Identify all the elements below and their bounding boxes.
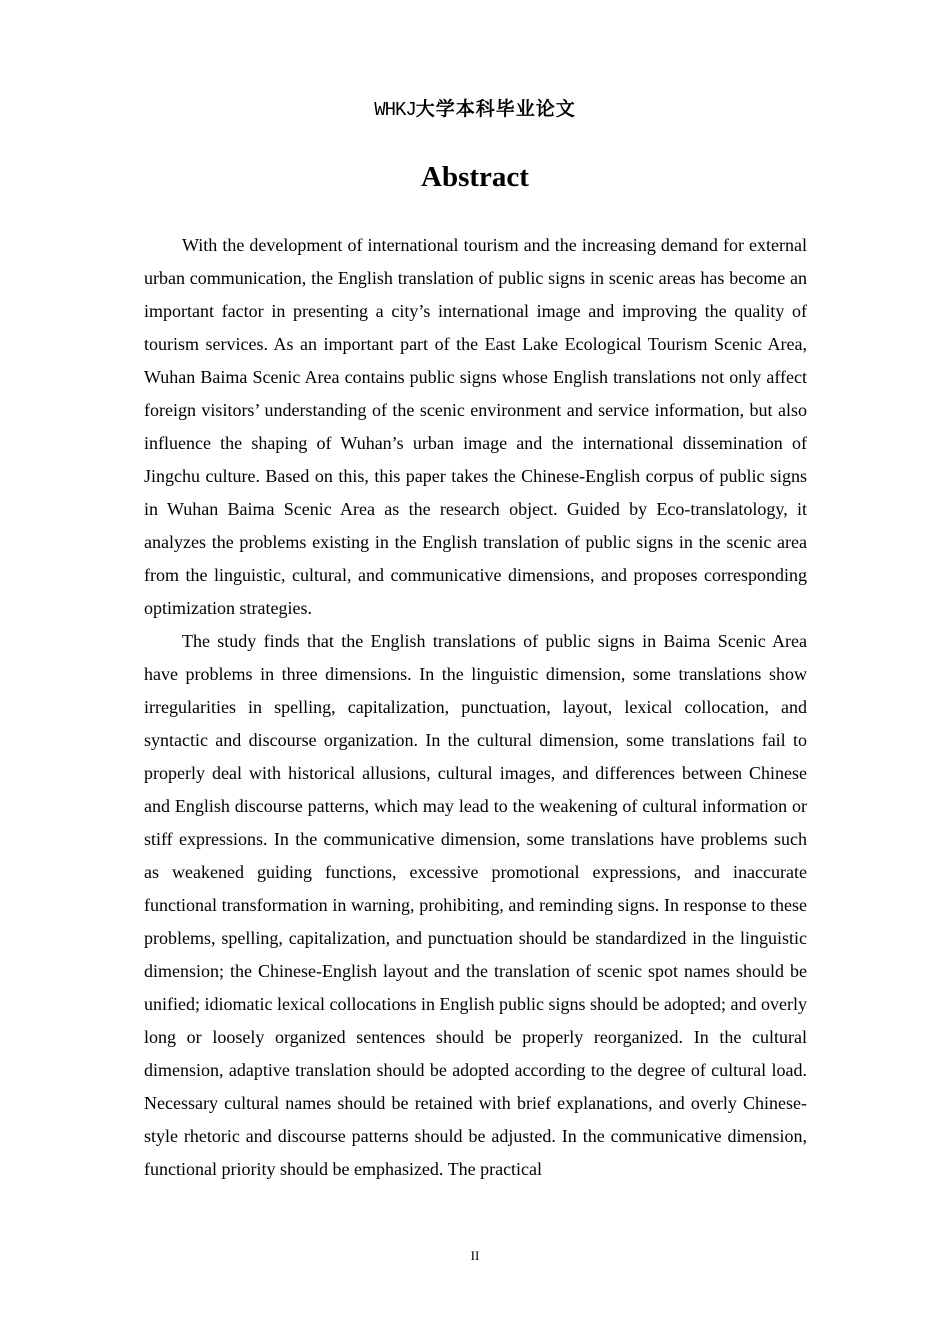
abstract-body: [144, 229, 807, 1186]
header-latin: WHKJ: [374, 99, 416, 121]
header-cjk: 大学本科毕业论文: [415, 98, 576, 120]
abstract-paragraph-1: With the development of international tourism and the increasing demand for external urban communication, the English translation of public signs in scenic areas has become an important factor in presenting a city’s international image and improving the quality of tourism services. As an important part of the East Lake Ecological Tourism Scenic Area, Wuhan Baima Scenic Area contains public signs whose English translations not only affect foreign visitors’ understanding of the scenic environment and service information, but also influence the shaping of Wuhan’s urban image and the international dissemination of Jingchu culture. Based on this, this paper takes the Chinese-English corpus of public signs in Wuhan Baima Scenic Area as the research object. Guided by Eco-translatology, it analyzes the problems existing in the English translation of public signs in the scenic area from the linguistic, cultural, and communicative dimensions, and proposes corresponding optimization strategies.: [144, 235, 807, 618]
abstract-title: Abstract: [421, 161, 529, 193]
running-header: [0, 94, 950, 124]
abstract-paragraph-2: The study finds that the English translations of public signs in Baima Scenic Area have problems in three dimensions. In the linguistic dimension, some translations show irregularities in spelling, capitalization, punctuation, layout, lexical collocation, and syntactic and discourse organization. In the cultural dimension, some translations fail to properly deal with historical allusions, cultural images, and differences between Chinese and English discourse patterns, which may lead to the weakening of cultural information or stiff expressions. In the communicative dimension, some translations have problems such as weakened guiding functions, excessive promotional expressions, and inaccurate functional transformation in warning, prohibiting, and reminding signs. In response to these problems, spelling, capitalization, and punctuation should be standardized in the linguistic dimension; the Chinese-English layout and the translation of scenic spot names should be unified; idiomatic lexical collocations in English public signs should be adopted; and overly long or loosely organized sentences should be properly reorganized. In the cultural dimension, adaptive translation should be adopted according to the degree of cultural load. Necessary cultural names should be retained with brief explanations, and overly Chinese-style rhetoric and discourse patterns should be adjusted. In the communicative dimension, functional priority should be emphasized. The practical: [144, 631, 807, 1179]
page-number: II: [470, 1248, 480, 1263]
